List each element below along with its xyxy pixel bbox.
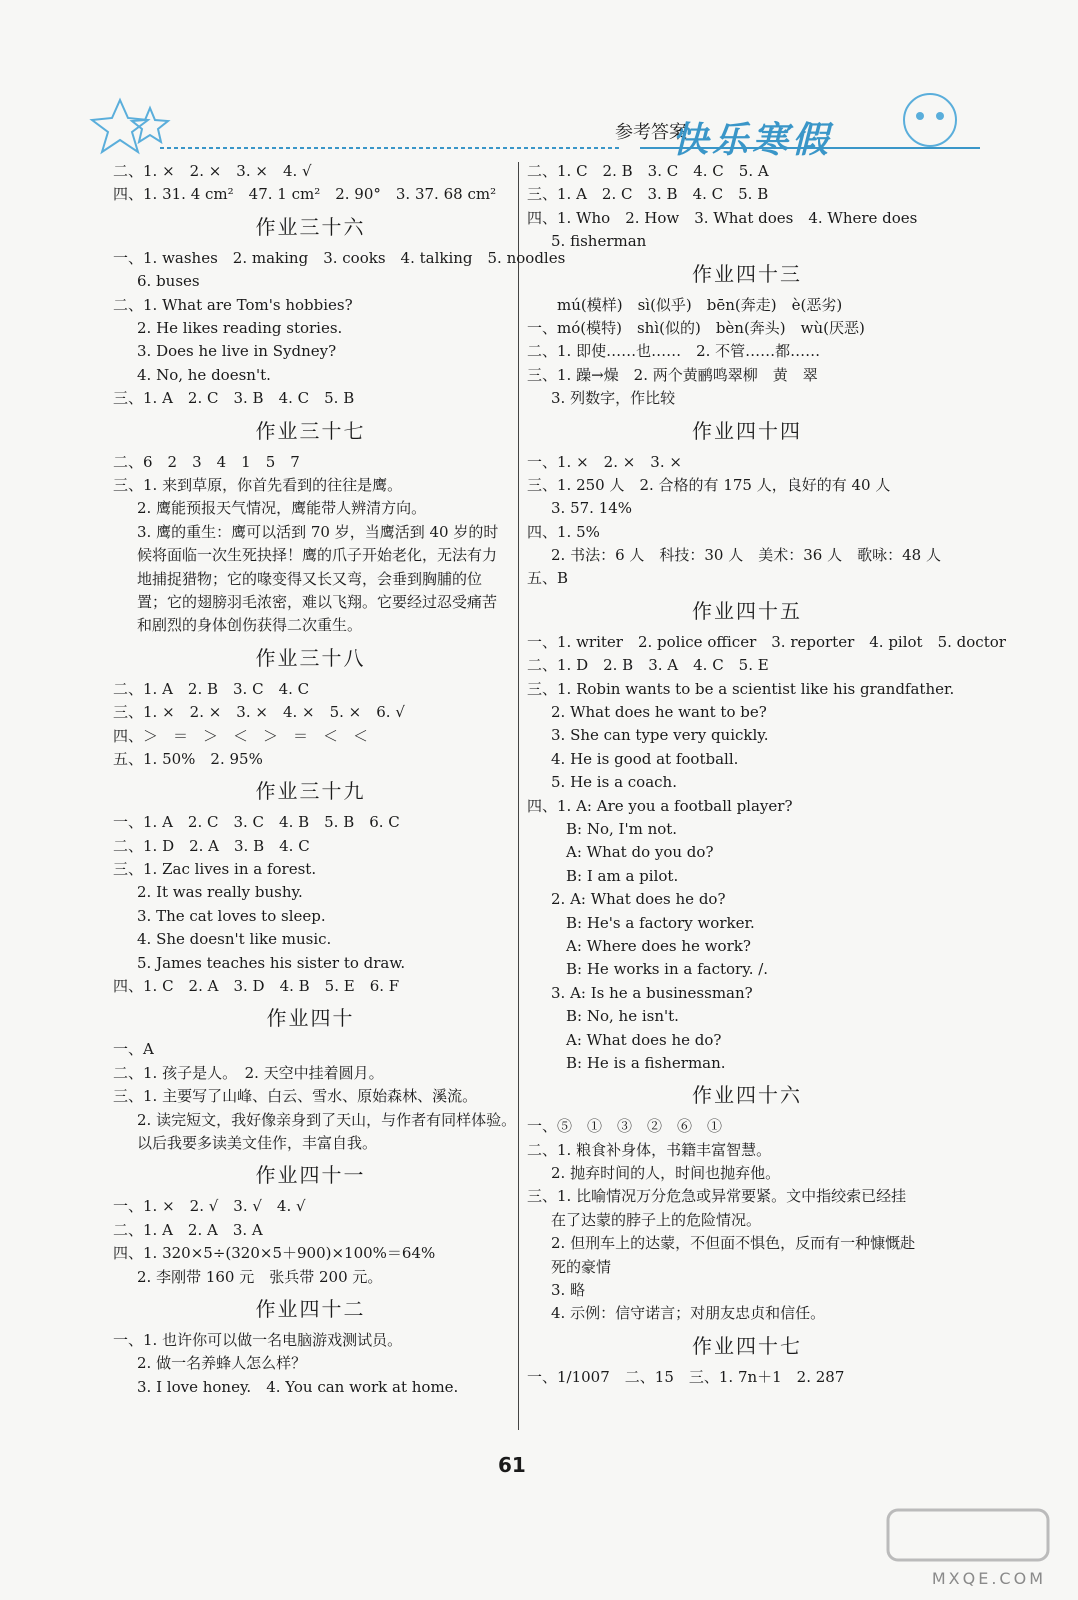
answer-line: B: I am a pilot. xyxy=(551,866,679,885)
answer-line: 二、1. 粮食补身体，书籍丰富智慧。 xyxy=(527,1140,772,1159)
answer-line: B: He works in a factory. /. xyxy=(551,960,769,979)
answer-line: 四、1. Who 2. How 3. What does 4. Where does xyxy=(527,208,918,227)
section-title: 作业三十六 xyxy=(255,214,366,239)
header-title: 参考答案 xyxy=(615,122,687,143)
answer-line: 2. 李刚带 160 元 张兵带 200 元。 xyxy=(137,1267,383,1286)
answer-line: 4. 示例：信守诺言；对朋友忠贞和信任。 xyxy=(551,1304,826,1323)
answer-line: B: He's a factory worker. xyxy=(551,913,755,932)
answer-line: 三、1. A 2. C 3. B 4. C 5. B xyxy=(113,389,355,408)
answer-line: 3. I love honey. 4. You can work at home. xyxy=(137,1377,459,1396)
section-title: 作业三十七 xyxy=(255,418,366,443)
answer-line: 五、B xyxy=(527,569,569,588)
answer-line: 二、1. D 2. A 3. B 4. C xyxy=(113,836,310,855)
answer-line: mú(模样) sì(似乎) bēn(奔走) è(恶劣) xyxy=(527,295,843,314)
answer-line: B: He is a fisherman. xyxy=(551,1053,726,1072)
answer-line: 二、1. A 2. A 3. A xyxy=(113,1220,263,1239)
answer-line: B: No, I'm not. xyxy=(551,819,678,838)
right-column xyxy=(527,160,1006,1389)
answer-line: 一、1. × 2. √ 3. √ 4. √ xyxy=(113,1197,306,1216)
section-title: 作业四十六 xyxy=(692,1083,802,1108)
answer-line: 一、A xyxy=(113,1040,154,1059)
answer-line: 一、1/1007 二、15 三、1. 7n＋1 2. 287 xyxy=(527,1367,845,1386)
answer-line: 死的豪情 xyxy=(551,1257,612,1276)
page-header xyxy=(0,0,1078,160)
answer-line: 四、1. C 2. A 3. D 4. B 5. E 6. F xyxy=(113,977,400,996)
answer-line: 在了达蒙的脖子上的危险情况。 xyxy=(551,1210,762,1229)
answer-line: 3. The cat loves to sleep. xyxy=(137,906,326,925)
section-title: 作业四十三 xyxy=(692,261,802,286)
section-title: 作业三十九 xyxy=(255,779,366,804)
answer-line: 一、1. A 2. C 3. C 4. B 5. B 6. C xyxy=(113,813,400,832)
answer-line: B: No, he isn't. xyxy=(551,1007,679,1026)
answer-line: 三、1. 躁→燥 2. 两个黄鹂鸣翠柳 黄 翠 xyxy=(527,365,818,384)
answer-line: 一、mó(模特) shì(似的) bèn(奔头) wù(厌恶) xyxy=(527,318,865,337)
answer-line: 四、1. A: Are you a football player? xyxy=(527,796,793,815)
answer-line: 2. A: What does he do? xyxy=(551,890,726,909)
answer-line: 2. He likes reading stories. xyxy=(137,318,343,337)
answer-line: 三、1. 比喻情况万分危急或异常要紧。文中指绞索已经挂 xyxy=(527,1187,907,1206)
answer-line: 4. No, he doesn't. xyxy=(137,365,271,384)
section-title: 作业三十八 xyxy=(255,645,366,670)
answer-line: 三、1. 主要写了山峰、白云、雪水、原始森林、溪流。 xyxy=(113,1087,478,1106)
answer-line: 4. She doesn't like music. xyxy=(137,930,332,949)
answer-line: 2. 鹰能预报天气情况，鹰能带人辨清方向。 xyxy=(137,499,427,518)
answer-line: 二、1. 即使……也…… 2. 不管……都…… xyxy=(527,342,821,361)
answer-paragraph: 3. 鹰的重生：鹰可以活到 70 岁，当鹰活到 40 岁的时候将面临一次生死抉择！鹰的爪子开始老化，无法有力地捕捉猎物；它的喙变得又长又弯，会垂到胸脯的位置；它的翅膀羽毛浓密，难以飞翔。它要经过忍受痛苦和剧烈的身体创伤获得二次重生。 xyxy=(137,522,499,635)
section-title: 作业四十一 xyxy=(255,1163,366,1188)
answer-line: 三、1. × 2. × 3. × 4. × 5. × 6. √ xyxy=(113,703,405,722)
answer-line: 3. She can type very quickly. xyxy=(551,726,769,745)
answer-line: 5. James teaches his sister to draw. xyxy=(137,953,406,972)
answer-line: 3. 略 xyxy=(551,1281,586,1300)
answer-line: 二、1. C 2. B 3. C 4. C 5. A xyxy=(527,162,769,180)
answer-line: 3. Does he live in Sydney? xyxy=(137,342,337,361)
answer-line: 3. 57. 14% xyxy=(551,499,633,518)
section-title: 作业四十四 xyxy=(692,418,802,443)
section-title: 作业四十 xyxy=(266,1006,355,1031)
section-title: 作业四十七 xyxy=(692,1333,802,1358)
answer-line: 三、1. 250 人 2. 合格的有 175 人，良好的有 40 人 xyxy=(527,475,891,494)
answer-line: 五、1. 50% 2. 95% xyxy=(113,749,263,768)
answer-line: 三、1. Robin wants to be a scientist like his grandfather. xyxy=(527,679,955,698)
star-decoration-icon xyxy=(132,108,168,142)
answer-line: 一、1. writer 2. police officer 3. reporter 4. pilot 5. doctor xyxy=(527,632,1006,651)
mascot-icon xyxy=(904,94,956,146)
answer-line: 5. fisherman xyxy=(551,232,647,251)
answer-line: 3. A: Is he a businessman? xyxy=(551,983,753,1002)
answer-line: 二、1. × 2. × 3. × 4. √ xyxy=(113,162,312,180)
answer-line: 2. 做一名养蜂人怎么样？ xyxy=(137,1354,307,1373)
page-number: 61 xyxy=(498,1453,526,1477)
answer-line: A: Where does he work? xyxy=(551,936,751,955)
answer-line: 四、＞ ＝ ＞ ＜ ＞ ＝ ＜ ＜ xyxy=(113,726,369,745)
column-divider xyxy=(518,162,519,1430)
answer-line: 2. 书法：6 人 科技：30 人 美术：36 人 歌咏：48 人 xyxy=(551,546,941,565)
section-title: 作业四十二 xyxy=(255,1296,366,1321)
answer-line: A: What does he do? xyxy=(551,1030,722,1049)
answer-line: 2. 读完短文，我好像亲身到了天山，与作者有同样体验。 xyxy=(137,1110,517,1129)
answer-line: 2. What does he want to be? xyxy=(551,703,767,722)
answer-line: 二、1. D 2. B 3. A 4. C 5. E xyxy=(527,656,769,675)
answer-line: 一、1. washes 2. making 3. cooks 4. talking 5. noodles xyxy=(113,248,566,267)
answer-line: 一、⑤ ① ③ ② ⑥ ① xyxy=(527,1117,723,1136)
answer-line: 2. 但刑车上的达蒙，不但面不惧色，反而有一种慷慨赴 xyxy=(551,1234,916,1253)
answer-line: 5. He is a coach. xyxy=(551,773,677,792)
answer-line: 6. buses xyxy=(137,272,200,291)
header-decoration xyxy=(0,0,1078,160)
answer-line: 三、1. 来到草原，你首先看到的往往是鹰。 xyxy=(113,475,403,494)
answer-line: 四、1. 320×5÷(320×5＋900)×100%＝64% xyxy=(113,1244,436,1263)
answer-line: 四、1. 31. 4 cm² 47. 1 cm² 2. 90° 3. 37. 68 cm² xyxy=(113,185,497,204)
answer-line: 3. 列数字，作比较 xyxy=(551,389,676,408)
answer-line: 2. 抛弃时间的人，时间也抛弃他。 xyxy=(551,1164,781,1183)
answer-line: 四、1. 5% xyxy=(527,522,600,541)
section-title: 作业四十五 xyxy=(692,598,802,623)
answer-line: 二、1. A 2. B 3. C 4. C xyxy=(113,679,310,698)
answer-line: 一、1. × 2. × 3. × xyxy=(527,452,682,471)
answer-line: 二、1. 孩子是人。 2. 天空中挂着圆月。 xyxy=(113,1063,384,1082)
answer-line: 4. He is good at football. xyxy=(551,749,739,768)
brand-logo-text: 快乐寒假 xyxy=(672,120,833,161)
answer-line: 一、1. 也许你可以做一名电脑游戏测试员。 xyxy=(113,1330,403,1349)
answer-line: 以后我要多读美文佳作，丰富自我。 xyxy=(137,1133,378,1152)
answer-line: 2. It was really bushy. xyxy=(137,883,303,902)
answer-line: 二、6 2 3 4 1 5 7 xyxy=(113,452,300,471)
answer-line: 三、1. A 2. C 3. B 4. C 5. B xyxy=(527,185,769,204)
watermark-text: MXQE.COM xyxy=(931,1569,1046,1588)
answer-line: 三、1. Zac lives in a forest. xyxy=(113,860,317,879)
answer-line: A: What do you do? xyxy=(551,843,714,862)
answer-line: 二、1. What are Tom's hobbies? xyxy=(113,295,353,314)
